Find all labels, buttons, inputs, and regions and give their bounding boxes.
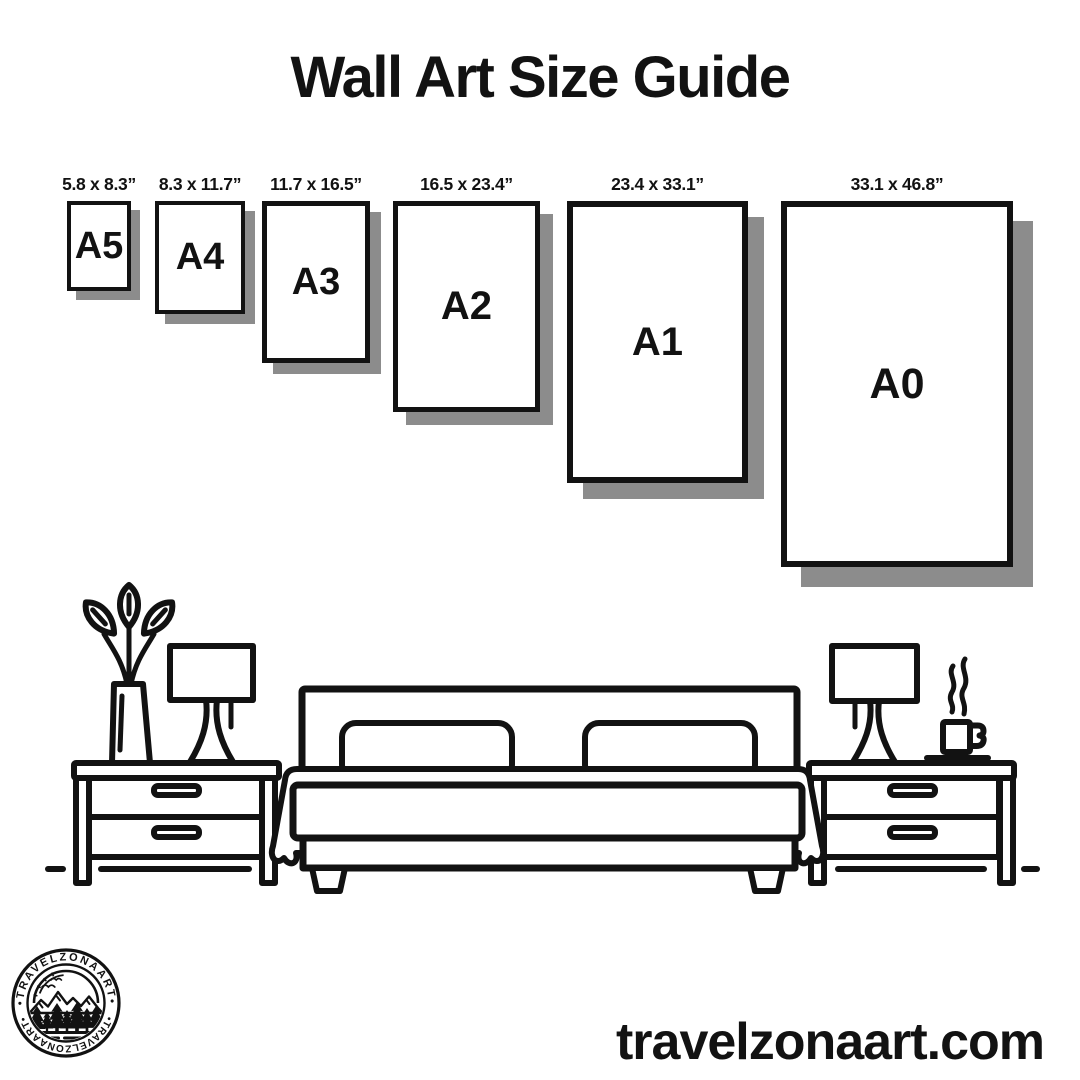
size-item-a5 [62,172,136,291]
table-lamp-left-icon [170,646,253,762]
nightstand-left [74,763,279,883]
poster-a0 [781,201,1013,567]
size-dims-a1: 23.4 x 33.1” [611,174,704,194]
plant-vase-icon [79,585,179,763]
mattress [293,785,802,838]
size-dims-a3: 11.7 x 16.5” [270,174,362,194]
poster-a3 [262,201,370,363]
size-dims-a0: 33.1 x 46.8” [850,174,944,194]
coffee-cup-icon [927,659,988,758]
drawer-handle-icon [890,828,935,837]
badge-arc-text-bottom: •TRAVELZONAART• [17,1014,115,1054]
steam-icon [950,666,954,712]
poster-a4 [155,201,245,314]
steam-icon [962,659,966,714]
size-dims-a4: 8.3 x 11.7” [158,174,242,194]
bed-icon [272,689,823,891]
bed-foot [750,868,783,891]
size-item-a1 [567,172,748,483]
drawer-handle-icon [890,786,935,795]
bed-foot [312,868,345,891]
drawer-handle-icon [154,828,199,837]
poster-label-a1: A1 [631,319,684,364]
size-dims-a5: 5.8 x 8.3” [62,174,136,194]
website-url: travelzonaart.com [615,1013,1045,1071]
size-item-a0 [781,172,1013,567]
nightstand-right [809,763,1014,883]
poster-a2 [393,201,540,412]
badge-arc-text-top: •TRAVELZONAART• [14,951,118,1006]
poster-a5 [67,201,131,291]
page-title: Wall Art Size Guide [290,45,790,110]
poster-label-a0: A0 [869,359,925,408]
size-item-a2 [393,172,540,412]
poster-label-a3: A3 [291,260,341,303]
size-item-a4 [155,172,245,314]
poster-label-a4: A4 [175,236,225,278]
bedroom-illustration [0,575,1080,905]
bird-icon [51,979,61,981]
table-lamp-right-icon [832,646,917,762]
mountains-icon [30,992,103,1013]
poster-label-a5: A5 [74,224,124,267]
brand-logo [8,946,126,1060]
drawer-handle-icon [154,786,199,795]
size-item-a3 [262,172,370,363]
poster-label-a2: A2 [440,284,493,328]
poster-a1 [567,201,748,483]
size-dims-a2: 16.5 x 23.4” [420,174,513,194]
bed-base [303,838,795,868]
